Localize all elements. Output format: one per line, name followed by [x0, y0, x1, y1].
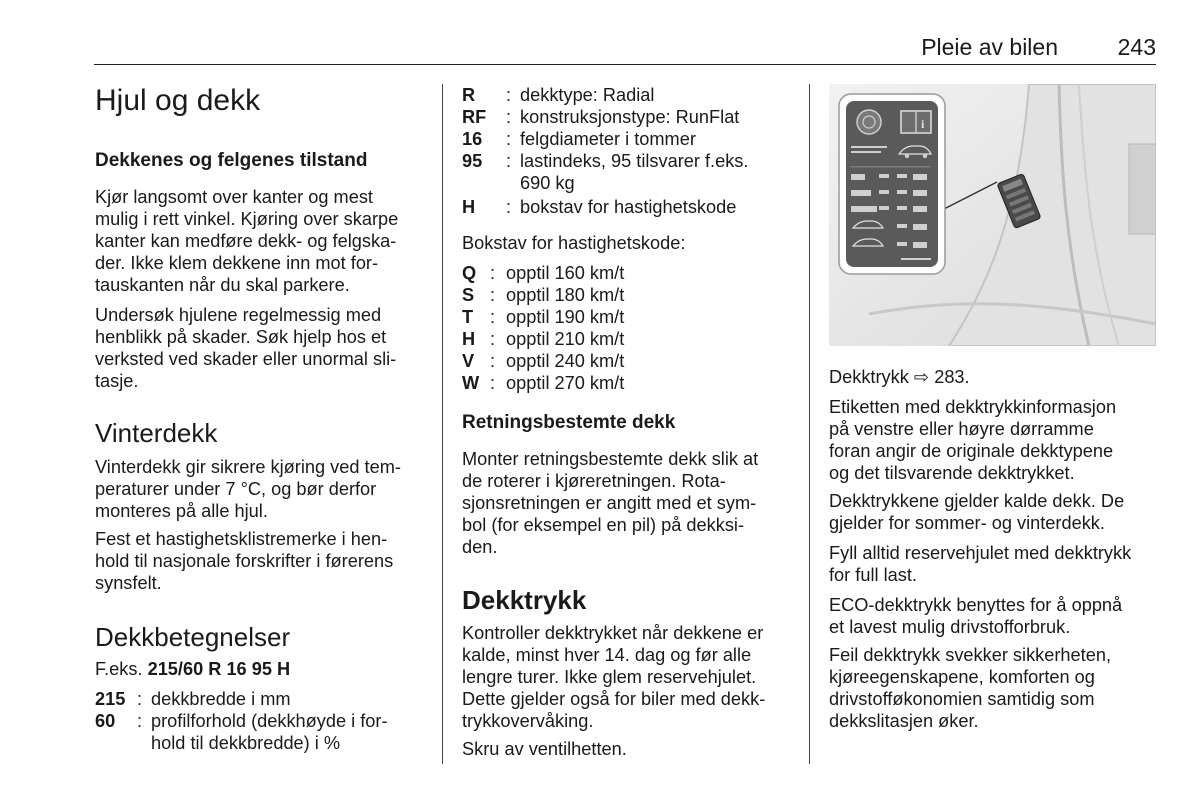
paragraph-speed-sticker: Fest et hastighetsklistremerke i hen- hold til nasjonale forskrifter i førerens synsfelt. — [95, 529, 394, 593]
door-frame-illustration — [829, 84, 1156, 346]
chapter-title: Hjul og dekk — [95, 84, 261, 117]
heading-designations: Dekkbetegnelser — [95, 622, 291, 652]
paragraph-valve-cap: Skru av ventilhetten. — [462, 739, 627, 759]
paragraph-pressure-check: Kontroller dekktrykket når dekkene er kalde, minst hver 14. dag og før alle lengre turer. Ikke glem reservehjulet. Dette gjelder også for biler med dekk- trykkovervåking. — [462, 623, 766, 731]
paragraph-directional: Monter retningsbestemte dekk slik at de roterer i kjøreretningen. Rota- sjonsretningen er angitt med et sym- bol (for eksempel en pil) på dekksi- den. — [462, 449, 759, 557]
paragraph-wrong-pressure: Feil dekktrykk svekker sikkerheten, kjøreegenskapene, komforten og drivstofføkonomien samtidig som dekkslitasjen øker. — [829, 645, 1111, 731]
subheading-condition: Dekkenes og felgenes tilstand — [95, 150, 368, 171]
reference-arrow-icon: ⇨ — [913, 367, 930, 387]
paragraph-spare-wheel: Fyll alltid reservehjulet med dekktrykk for full last. — [829, 543, 1132, 585]
cross-reference: Dekktrykk ⇨ 283. — [829, 367, 970, 387]
paragraph-inspect: Undersøk hjulene regelmessig med henblikk på skader. Søk hjelp hos et verksted ved skader eller unormal sli- tasje. — [95, 305, 397, 391]
paragraph-cold-tyres: Dekktrykkene gjelder kalde dekk. De gjelder for sommer- og vinterdekk. — [829, 491, 1125, 533]
svg-text:i: i — [921, 117, 925, 131]
column-divider — [809, 84, 810, 764]
page-number: 243 — [1117, 34, 1156, 60]
heading-winter-tyres: Vinterdekk — [95, 418, 218, 448]
section-title: Pleie av bilen — [921, 34, 1058, 60]
heading-tyre-pressure: Dekktrykk — [462, 585, 587, 615]
subheading-directional: Retningsbestemte dekk — [462, 412, 676, 433]
paragraph-winter: Vinterdekk gir sikrere kjøring ved tem- peraturer under 7 °C, og bør derfor monteres på alle hjul. — [95, 457, 401, 521]
paragraph-eco-pressure: ECO-dekktrykk benyttes for å oppnå et lavest mulig drivstofforbruk. — [829, 595, 1123, 637]
paragraph-curbs: Kjør langsomt over kanter og mest mulig i rett vinkel. Kjøring over skarpe kanter kan medføre dekk- og felgska- der. Ikke klem dekkene inn mot for- tauskanten når du skal parkere. — [95, 187, 399, 295]
page-header — [94, 34, 1156, 65]
tyre-pressure-label-figure — [829, 84, 1156, 346]
example-line: F.eks. 215/60 R 16 95 H — [95, 659, 291, 679]
column-divider — [442, 84, 443, 764]
example-code: 215/60 R 16 95 H — [147, 659, 291, 679]
paragraph-label-location: Etiketten med dekktrykkinformasjon på venstre eller høyre dørramme foran angir de originale dekktypene og det tilsvarende dekktrykket. — [829, 397, 1117, 483]
speed-code-intro: Bokstav for hastighetskode: — [462, 233, 686, 253]
